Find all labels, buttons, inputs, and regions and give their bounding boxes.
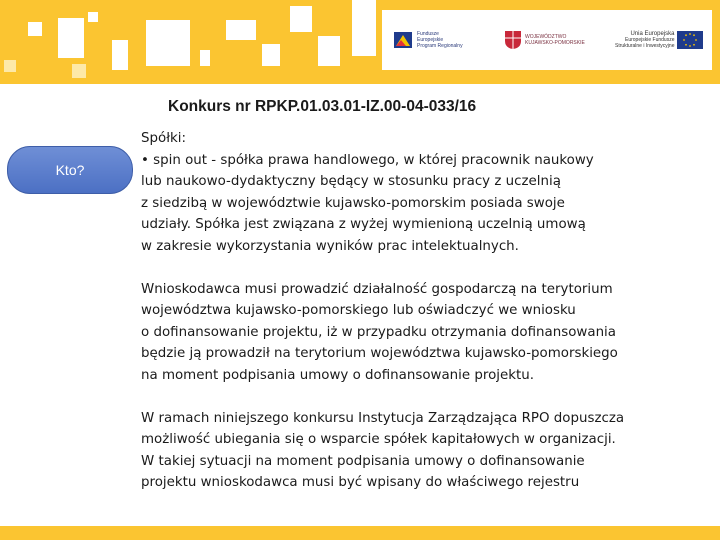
- fe-logo-line: Fundusze: [417, 31, 439, 37]
- kp-logo-line: KUJAWSKO-POMORSKIE: [525, 40, 585, 46]
- fe-logo-line: Program Regionalny: [417, 43, 463, 49]
- decor-square: [352, 0, 376, 56]
- text-line: o dofinansowanie projektu, iż w przypadku otrzymania dofinansowania: [141, 324, 616, 340]
- decor-square: [88, 12, 98, 22]
- ue-logo-line: Europejskie Fundusze: [625, 37, 675, 43]
- content-body: [141, 128, 678, 494]
- page-title: Konkurs nr RPKP.01.03.01-IZ.00-04-033/16: [168, 98, 477, 115]
- ue-logo-line: Strukturalne i Inwestycyjne: [615, 43, 675, 49]
- text-line: w zakresie wykorzystania wyników prac intelektualnych.: [141, 238, 519, 254]
- decor-square: [226, 20, 256, 40]
- text-line: możliwość ubiegania się o wsparcie spółek kapitałowych w organizacji.: [141, 432, 616, 448]
- fe-logo: [394, 10, 463, 70]
- text-line: z siedzibą w województwie kujawsko-pomorskim posiada swoje: [141, 195, 565, 211]
- text-line: będzie ją prowadził na terytorium województwa kujawsko-pomorskiego: [141, 346, 618, 362]
- fe-logo-icon: [394, 30, 414, 50]
- text-line: W takiej sytuacji na moment podpisania umowy o dofinansowanie: [141, 453, 585, 469]
- text-line: Spółki:: [141, 131, 186, 146]
- decor-square: [28, 22, 42, 36]
- eu-flag-icon: [677, 31, 703, 49]
- text-line: W ramach niniejszego konkursu Instytucja Zarządzająca RPO dopuszcza: [141, 410, 625, 426]
- decor-square: [112, 40, 128, 70]
- decor-square: [290, 6, 312, 32]
- paragraph-contest: [141, 408, 678, 494]
- kp-logo: [504, 10, 585, 70]
- logo-strip: [382, 10, 712, 70]
- who-label-text: Kto?: [55, 162, 85, 178]
- ue-logo: [612, 10, 703, 70]
- paragraph-applicant: [141, 279, 678, 387]
- ue-logo-title: Unia Europejska: [630, 31, 675, 37]
- paragraph-companies: [141, 128, 678, 258]
- decor-square: [318, 36, 340, 66]
- footer-band: [0, 526, 720, 540]
- text-line: województwa kujawsko-pomorskiego lub oświadczyć we wniosku: [141, 303, 576, 319]
- text-line: Wnioskodawca musi prowadzić działalność gospodarczą na terytorium: [141, 281, 613, 297]
- text-line: lub naukowo-dydaktyczny będący w stosunku pracy z uczelnią: [141, 174, 561, 190]
- decor-square: [58, 18, 84, 58]
- kp-logo-icon: [504, 30, 522, 50]
- decor-square: [200, 50, 210, 66]
- text-line: • spin out - spółka prawa handlowego, w której pracownik naukowy: [141, 152, 594, 168]
- text-line: udziały. Spółka jest związana z wyżej wymienioną uczelnią umową: [141, 217, 586, 233]
- text-line: projektu wnioskodawca musi być wpisany do właściwego rejestru: [141, 475, 580, 491]
- decor-square: [4, 60, 16, 72]
- who-label-pill: [7, 146, 133, 194]
- text-line: na moment podpisania umowy o dofinansowanie projektu.: [141, 367, 534, 383]
- kp-logo-line: WOJEWÓDZTWO: [525, 34, 567, 40]
- fe-logo-line: Europejskie: [417, 37, 444, 43]
- decor-square: [146, 20, 190, 66]
- decor-square: [262, 44, 280, 66]
- header-band: [0, 0, 720, 84]
- decor-square: [72, 64, 86, 78]
